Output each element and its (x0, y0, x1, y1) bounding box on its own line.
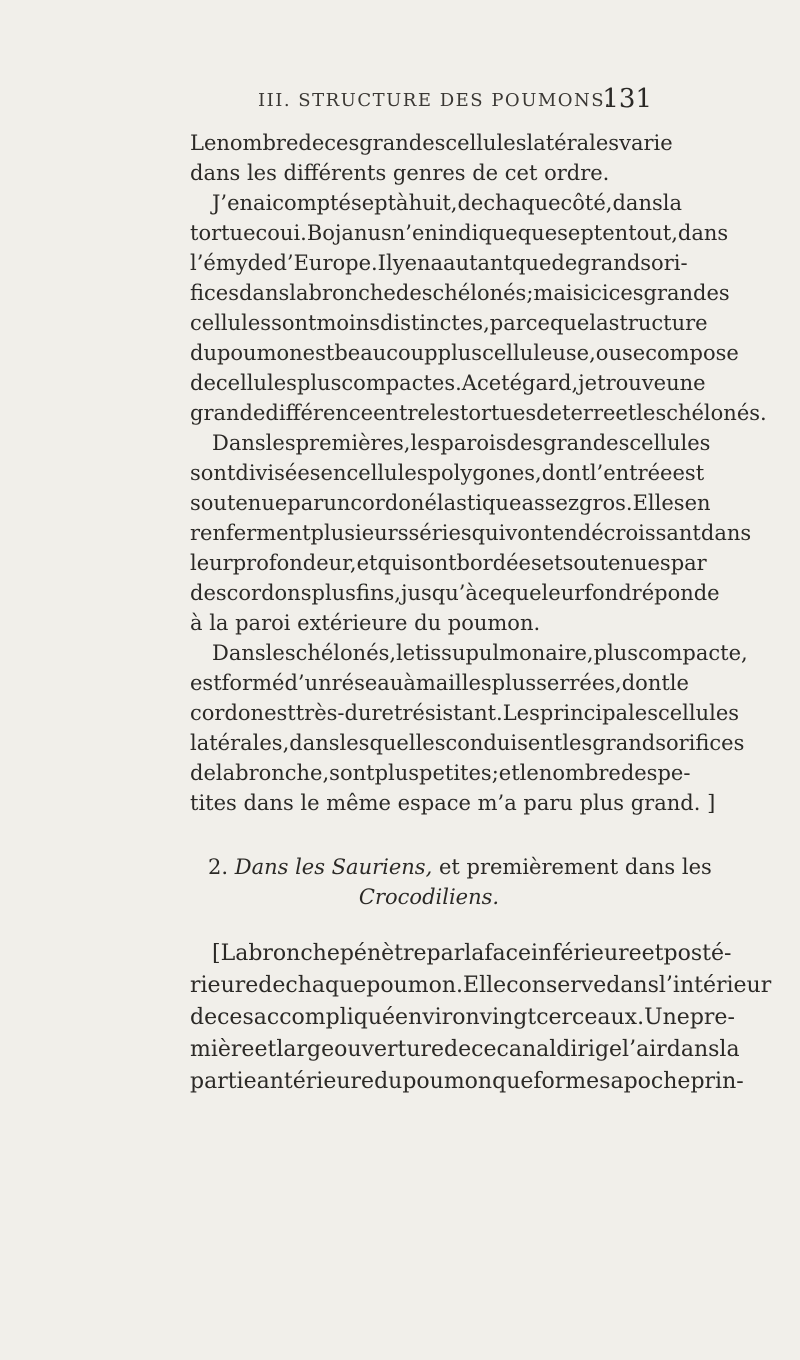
text-line: tites dans le même espace m’a paru plus grand. ] (190, 791, 716, 815)
section-heading-line-1 (190, 852, 712, 882)
paragraph-block-1 (190, 128, 767, 818)
text-line: cellules sont moins distinctes, parce que la structure (190, 311, 708, 335)
page-header (258, 84, 652, 118)
text-line: de la bronche, sont plus petites ; et le nombre des pe- (190, 761, 691, 785)
text-line: fices dans la bronche des chélonés ; mais ici ces grandes (190, 281, 730, 305)
text-line: du poumon est beaucoup plus celluleuse, ou se compose (190, 341, 739, 365)
text-line: l’émyde d’Europe. Il y en a autant que de grands ori- (190, 251, 688, 275)
text-line: mière et large ouverture de ce canal dirige l’air dans la (190, 1037, 740, 1062)
text-line: [La bronche pénètre par la face inférieure et posté- (212, 941, 732, 966)
text-line: soutenue par un cordon élastique assez gros. Elles en (190, 491, 711, 515)
text-line: de ce sac compliqué environ vingt cerceaux. Une pre- (190, 1005, 735, 1030)
text-line: grande différence entre les tortues de terre et les chélonés. (190, 401, 767, 425)
section-heading (190, 852, 712, 912)
text-line: Le nombre de ces grandes cellules latérales varie (190, 131, 673, 155)
text-line: à la paroi extérieure du poumon. (190, 611, 541, 635)
text-line: leur profondeur, et qui sont bordées et soutenues par (190, 551, 707, 575)
paragraph-block-2 (190, 938, 772, 1098)
section-heading-line-2: Crocodiliens. (358, 885, 500, 909)
text-line: tortue coui. Bojanus n’en indique que sept en tout, dans (190, 221, 729, 245)
section-number: 2. (208, 855, 229, 879)
text-line: Dans les chélonés, le tissu pulmonaire, plus compacte, (212, 641, 748, 665)
section-title-italic: Dans les Sauriens, (234, 855, 433, 879)
text-line: latérales, dans lesquelles conduisent les grands orifices (190, 731, 745, 755)
text-line: Dans les premières, les parois des grandes cellules (212, 431, 711, 455)
text-line: de cellules plus compactes. A cet égard, je trouve une (190, 371, 706, 395)
page-number: 131 (602, 84, 652, 114)
text-line: cordon est très-dur et résistant. Les principales cellules (190, 701, 740, 725)
text-line: renferment plusieurs séries qui vont en décroissant dans (190, 521, 752, 545)
text-line: dans les différents genres de cet ordre. (190, 161, 610, 185)
text-line: rieure de chaque poumon. Elle conserve dans l’intérieur (190, 973, 772, 998)
text-line: partie antérieure du poumon que forme sa poche prin- (190, 1069, 744, 1094)
running-title: III. STRUCTURE DES POUMONS. (258, 90, 612, 111)
text-line: sont divisées en cellules polygones, dont l’entrée est (190, 461, 705, 485)
text-line: J’en ai compté sept à huit, de chaque côté, dans la (212, 191, 682, 215)
text-line: est formé d’un réseau à mailles plus serrées, dont le (190, 671, 689, 695)
section-title-rest: et premièrement dans les (438, 855, 712, 879)
text-line: des cordons plus fins, jusqu’à ce que leur fond réponde (190, 581, 720, 605)
